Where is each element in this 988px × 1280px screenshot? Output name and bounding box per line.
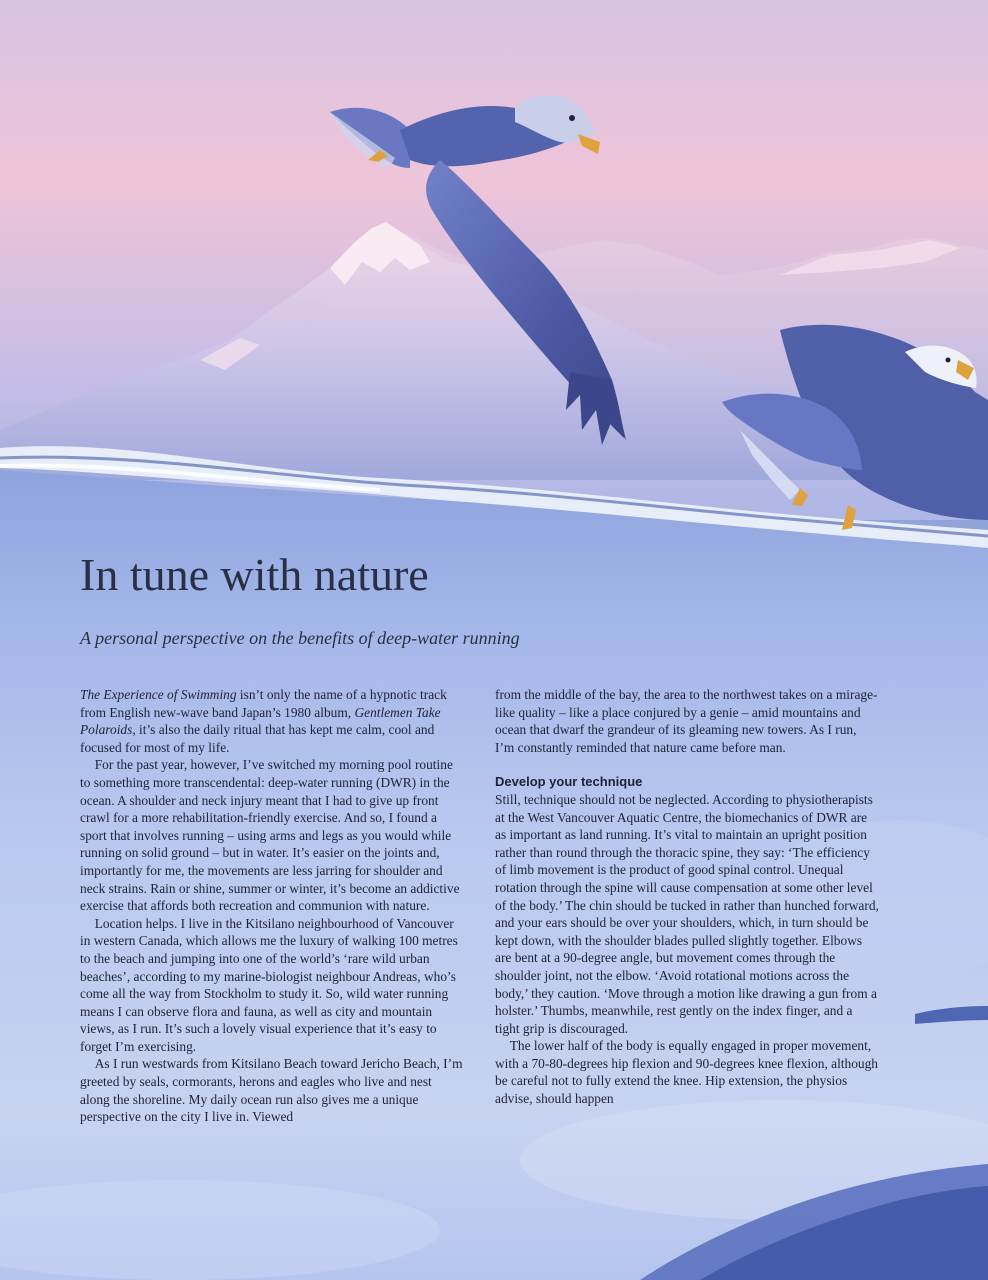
text-run: isn’t only the name of a hypnotic track from English new-wave band Japan’s 1980 album,	[80, 687, 447, 720]
body-paragraph	[80, 686, 464, 756]
body-paragraph: from the middle of the bay, the area to the northwest takes on a mirage-like quality – like a place conjured by a genie – amid mountains and ocean that dwarf the grandeur of its gleaming new towers. As I run, I’m constantly reminded that nature came before man.	[495, 687, 878, 755]
article-subtitle: A personal perspective on the benefits of deep-water running	[80, 628, 520, 648]
body-paragraph: Location helps. I live in the Kitsilano neighbourhood of Vancouver in western Canada, which allows me the luxury of walking 100 metres to the beach and jumping into one of the world’s ‘rare wild urban beaches’, according to my marine-biologist neighbour Andreas, who’s come all the way from Stockholm to study it. So, wild water running means I can observe flora and fauna, as well as city and mountain views, as I run. It’s such a lovely visual experience that it’s easy to forget I’m exercising.	[80, 915, 458, 1054]
body-paragraph: The lower half of the body is equally engaged in proper movement, with a 70-80-degrees hip flexion and 90-degrees knee flexion, although be careful not to fully extend the knee. Hip extension, the physios advise, should happen	[495, 1038, 878, 1107]
body-paragraph: For the past year, however, I’ve switched my morning pool routine to something more transcendental: deep-water running (DWR) in the ocean. A shoulder and neck injury meant that I had to give up front crawl for a more rehabilitation-friendly exercise. And so, I found a sport that involves running – using arms and legs as you would while running on solid ground – but in water. It’s easier on the joints and, importantly for me, the movements are less jarring for shoulder and neck strains. Rain or shine, summer or winter, it’s become an addictive exercise that affords both recreation and communion with nature.	[80, 757, 460, 914]
body-paragraph: Still, technique should not be neglected. According to physiotherapists at the West Vancouver Aquatic Centre, the biomechanics of DWR are as important as land running. It’s vital to maintain an upright position rather than round through the thoracic spine, they say: ‘The efficiency of limb movement is the product of good spinal control. Unequal rotation through the spine will cause compensation at some other level of the body.’ The chin should be tucked in rather than hunched forward, and your ears should be over your shoulders, which, in turn should be kept down, with the shoulder blades pulled slightly together. Elbows are bent at a 90-degree angle, but movement comes through the shoulder joint, not the elbow. ‘Avoid rotational motions across the body,’ they caution. ‘Move through a motion like drawing a gun from a holster.’ Thumbs, meanwhile, rest gently on the index finger, and a tight grip is discouraged.	[495, 791, 879, 1036]
body-paragraph: As I run westwards from Kitsilano Beach toward Jericho Beach, I’m greeted by seals, cormorants, herons and eagles who live and nest along the shoreline. My daily ocean run also gives me a unique perspective on the city I live in. Viewed	[80, 1056, 463, 1125]
text-run: , it’s also the daily ritual that has kept me calm, cool and focused for most of my life.	[80, 722, 435, 755]
section-heading: Develop your technique	[495, 774, 643, 790]
left-column	[80, 686, 464, 1126]
italic-run: Gentlemen Take Polaroids	[80, 704, 441, 738]
article-title: In tune with nature	[80, 549, 429, 600]
italic-run: The Experience of Swimming	[80, 687, 237, 702]
right-column	[495, 686, 879, 1108]
